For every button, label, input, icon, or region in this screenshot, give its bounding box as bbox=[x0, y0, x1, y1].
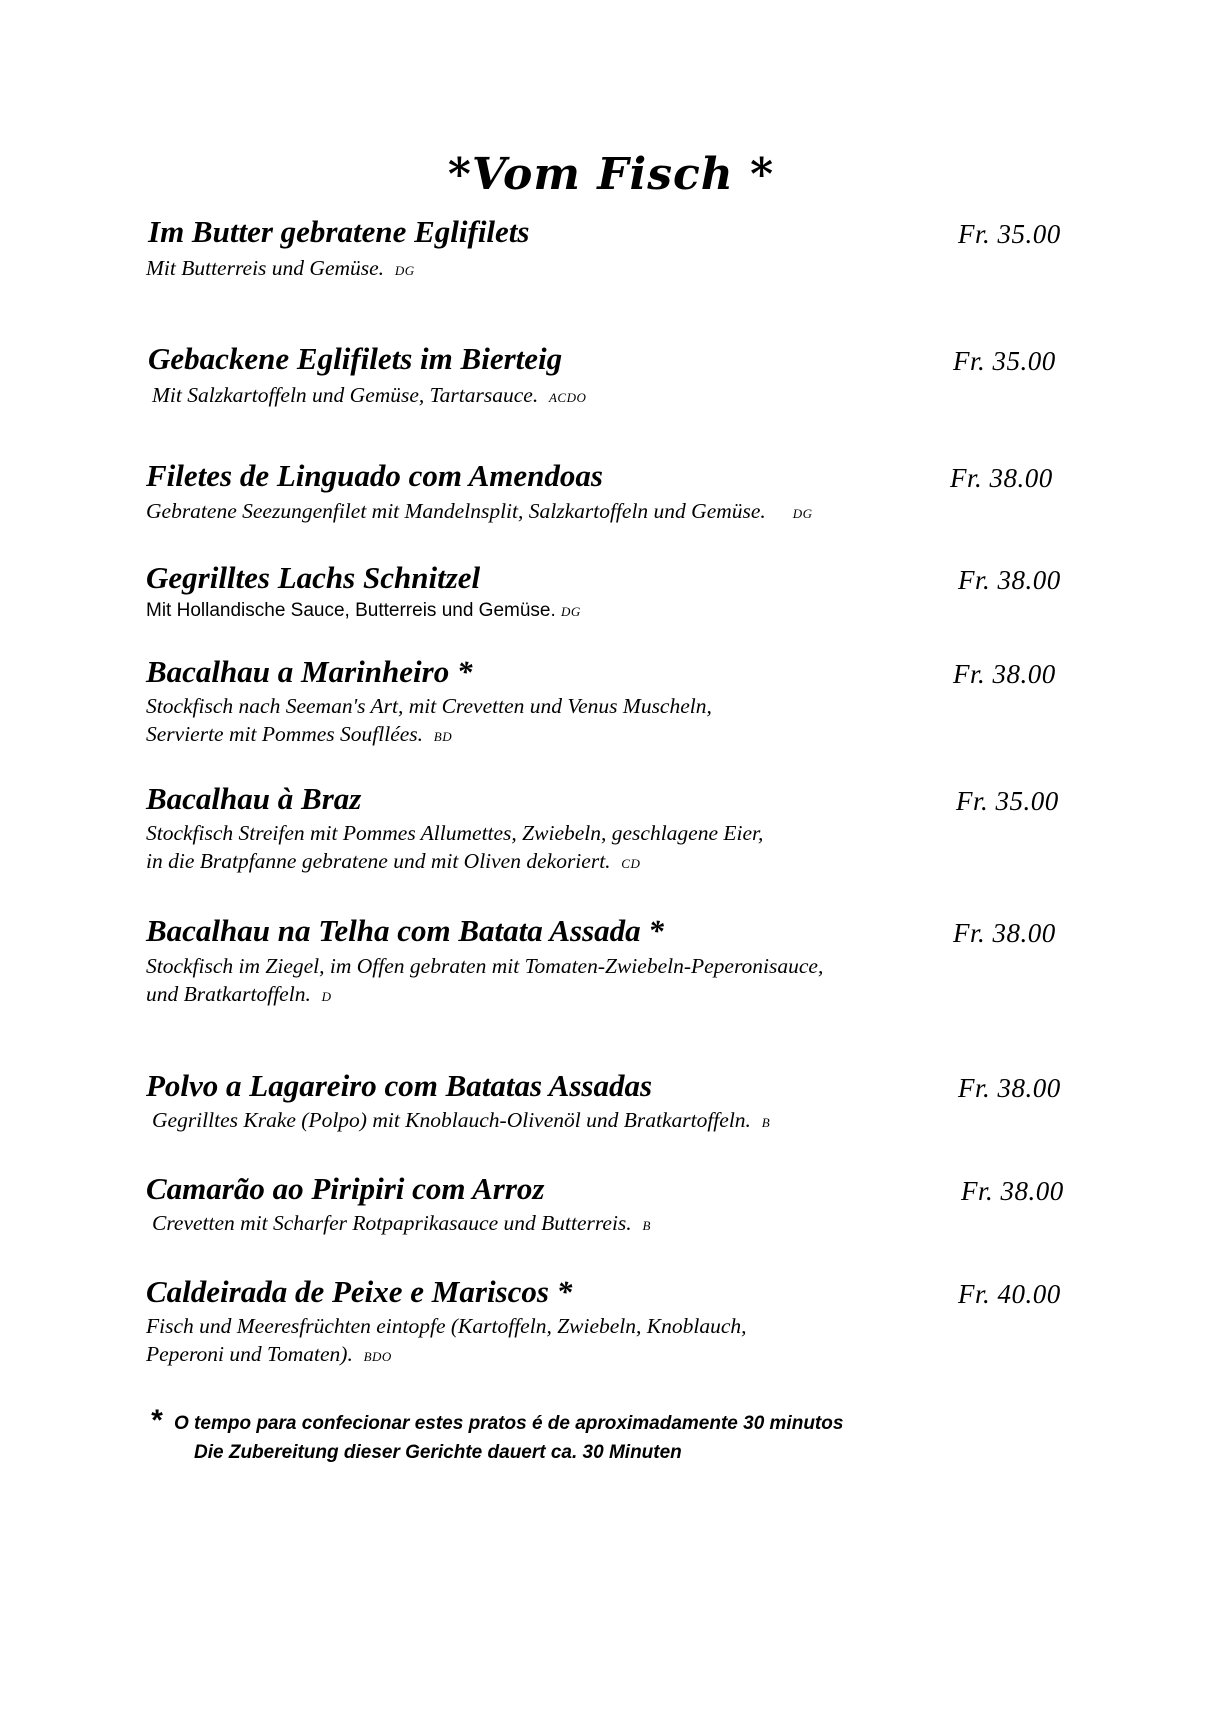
item-price: Fr. 38.00 bbox=[953, 918, 1056, 948]
item-description-line: Mit Butterreis und Gemüse. bbox=[146, 256, 385, 280]
item-name: Caldeirada de Peixe e Mariscos * bbox=[146, 1274, 573, 1309]
item-description-line: Servierte mit Pommes Soufllées. BD bbox=[146, 722, 453, 746]
item-description-line: Gebratene Seezungenfilet mit Mandelnsplit, Salzkartoffeln und Gemüse. bbox=[146, 499, 766, 523]
item-description bbox=[146, 952, 823, 1011]
item-description bbox=[146, 692, 712, 751]
item-description-line: Mit Hollandische Sauce, Butterreis und Gemüse. bbox=[146, 600, 556, 621]
item-name: Filetes de Linguado com Amendoas bbox=[146, 458, 603, 493]
item-name: Gegrilltes Lachs Schnitzel bbox=[146, 560, 481, 595]
item-price: Fr. 38.00 bbox=[953, 659, 1056, 689]
footnote-line-2: Die Zubereitung dieser Gerichte dauert ca. 30 Minuten bbox=[194, 1442, 682, 1463]
item-price: Fr. 40.00 bbox=[958, 1279, 1061, 1309]
item-description bbox=[152, 1106, 770, 1137]
item-price: Fr. 38.00 bbox=[958, 565, 1061, 595]
item-description bbox=[146, 1312, 747, 1371]
item-description-line: Peperoni und Tomaten). BDO bbox=[146, 1342, 392, 1366]
item-name: Im Butter gebratene Eglifilets bbox=[148, 214, 530, 249]
item-description-line: Stockfisch im Ziegel, im Offen gebraten mit Tomaten-Zwiebeln-Peperonisauce, bbox=[146, 954, 824, 978]
item-price: Fr. 38.00 bbox=[958, 1073, 1061, 1103]
item-description-line: Mit Salzkartoffeln und Gemüse, Tartarsauce. bbox=[152, 383, 539, 407]
item-description bbox=[152, 1209, 651, 1240]
item-name: Bacalhau a Marinheiro * bbox=[146, 654, 473, 689]
item-name: Polvo a Lagareiro com Batatas Assadas bbox=[146, 1068, 653, 1103]
footnote-line-1: O tempo para confecionar estes pratos é de aproximadamente 30 minutos bbox=[174, 1413, 844, 1434]
item-description bbox=[146, 497, 812, 528]
allergen-code: DG bbox=[561, 604, 581, 619]
allergen-code: B bbox=[761, 1115, 771, 1130]
allergen-code: BD bbox=[433, 729, 453, 744]
item-description-line: in die Bratpfanne gebratene und mit Oliven dekoriert. CD bbox=[146, 849, 641, 873]
item-description-line: Gegrilltes Krake (Polpo) mit Knoblauch-Olivenöl und Bratkartoffeln. bbox=[152, 1108, 751, 1132]
item-name: Bacalhau à Braz bbox=[146, 781, 362, 816]
item-description bbox=[152, 381, 586, 412]
allergen-code: ACDO bbox=[548, 390, 587, 405]
footnote-asterisk: * bbox=[150, 1404, 162, 1437]
item-name: Camarão ao Piripiri com Arroz bbox=[146, 1171, 545, 1206]
item-price: Fr. 35.00 bbox=[958, 219, 1061, 249]
item-name: Gebackene Eglifilets im Bierteig bbox=[148, 341, 563, 376]
item-price: Fr. 38.00 bbox=[961, 1176, 1064, 1206]
item-description bbox=[146, 597, 581, 626]
item-name: Bacalhau na Telha com Batata Assada * bbox=[146, 913, 664, 948]
item-price: Fr. 35.00 bbox=[956, 786, 1059, 816]
page-title: *Vom Fisch * bbox=[447, 149, 775, 200]
allergen-code: DG bbox=[792, 506, 813, 521]
item-description bbox=[146, 254, 415, 285]
allergen-code: CD bbox=[621, 856, 641, 871]
allergen-code: D bbox=[321, 989, 332, 1004]
allergen-code: BDO bbox=[363, 1349, 392, 1364]
item-description-line: Crevetten mit Scharfer Rotpaprikasauce und Butterreis. bbox=[152, 1211, 632, 1235]
item-description-line: und Bratkartoffeln. D bbox=[146, 982, 332, 1006]
item-description-line: Fisch und Meeresfrüchten eintopfe (Kartoffeln, Zwiebeln, Knoblauch, bbox=[146, 1314, 747, 1338]
item-description-line: Stockfisch nach Seeman's Art, mit Crevetten und Venus Muscheln, bbox=[146, 694, 712, 718]
allergen-code: B bbox=[642, 1218, 651, 1233]
allergen-code: DG bbox=[394, 263, 415, 278]
item-price: Fr. 38.00 bbox=[950, 463, 1053, 493]
item-description bbox=[146, 819, 763, 878]
item-price: Fr. 35.00 bbox=[953, 346, 1056, 376]
item-description-line: Stockfisch Streifen mit Pommes Allumettes, Zwiebeln, geschlagene Eier, bbox=[146, 821, 764, 845]
